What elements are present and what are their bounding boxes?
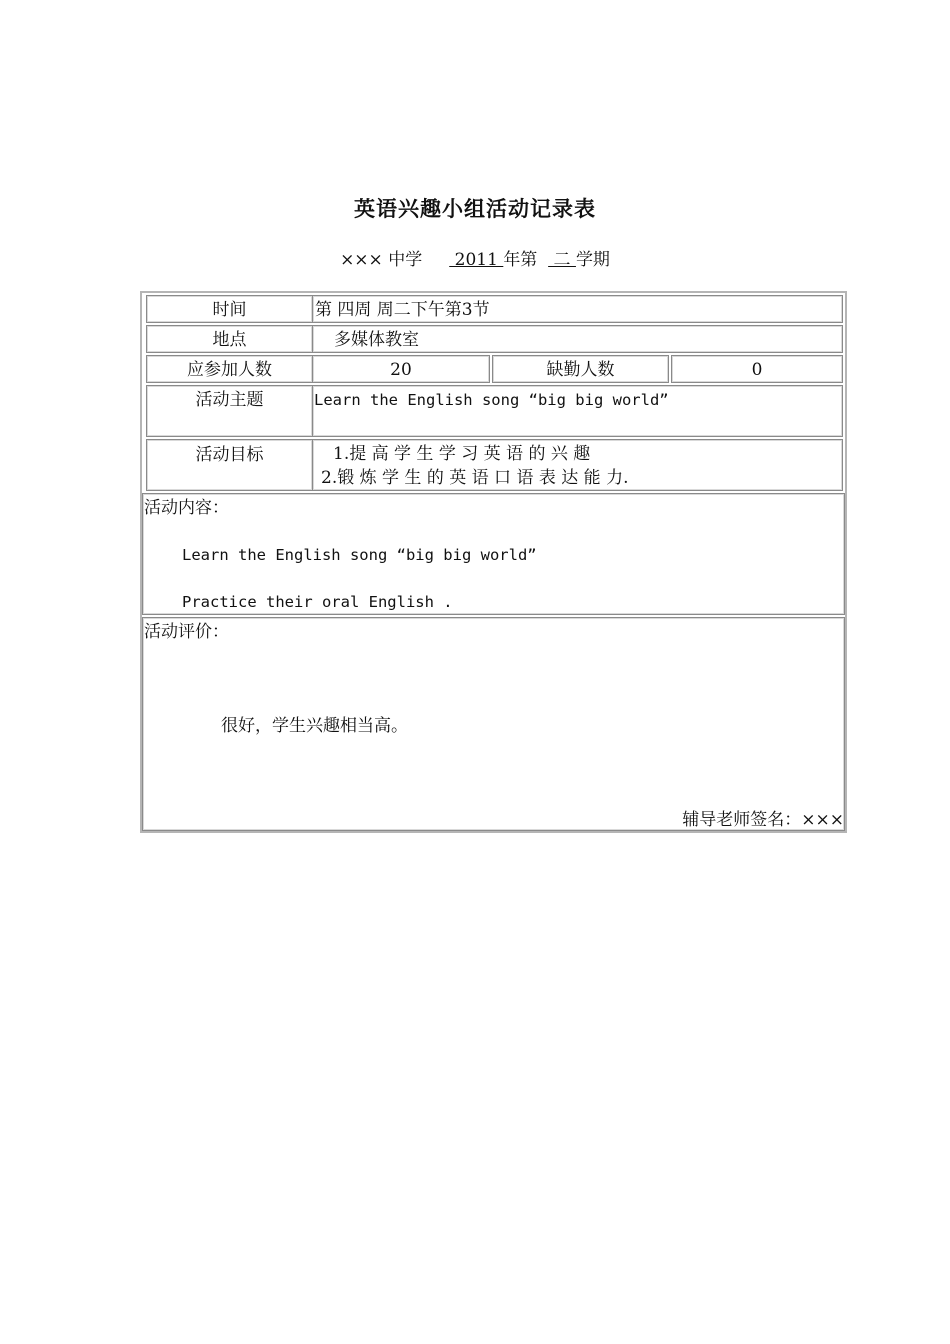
goal-line-2: 2.锻 炼 学 生 的 英 语 口 语 表 达 能 力. [321, 468, 629, 488]
year-suffix: 年第 [503, 250, 538, 270]
signature: 辅导老师签名：××× [682, 810, 844, 830]
time-value: 第 四周 周二下午第3节 [312, 295, 843, 323]
content-label: 活动内容： [144, 498, 229, 518]
absent-label: 缺勤人数 [492, 355, 669, 383]
evaluation-text: 很好，学生兴趣相当高。 [221, 716, 408, 736]
page-title: 英语兴趣小组活动记录表 [354, 196, 596, 221]
expected-value: 20 [312, 355, 490, 383]
evaluation-label: 活动评价： [144, 622, 229, 642]
content-line-2: Practice their oral English . [182, 593, 453, 611]
goal-line-1: 1.提 高 学 生 学 习 英 语 的 兴 趣 [333, 444, 591, 464]
goal-label: 活动目标 [146, 439, 313, 491]
expected-label: 应参加人数 [146, 355, 313, 383]
place-label: 地点 [146, 325, 313, 353]
evaluation-cell [142, 617, 845, 831]
theme-label: 活动主题 [146, 385, 313, 437]
subtitle [0, 245, 950, 270]
goal-cell [312, 439, 843, 491]
school-name: ××× 中学 [340, 250, 423, 270]
place-value: 多媒体教室 [312, 325, 843, 353]
year-value: 2011 [449, 250, 504, 270]
content-line-1: Learn the English song “big big world” [182, 546, 537, 564]
absent-value: 0 [671, 355, 843, 383]
time-label: 时间 [146, 295, 313, 323]
term-value: 二 [548, 250, 576, 270]
content-cell [142, 493, 845, 615]
theme-value: Learn the English song “big big world” [312, 385, 843, 437]
term-suffix: 学期 [575, 250, 610, 270]
activity-record-table [140, 291, 847, 833]
